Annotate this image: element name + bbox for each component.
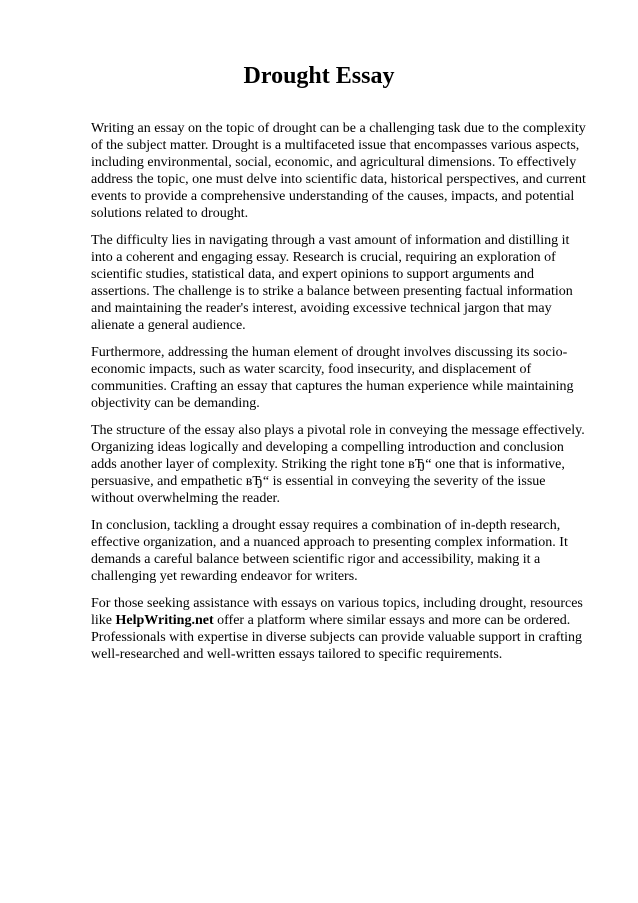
paragraph-6 bbox=[91, 595, 591, 663]
paragraph-5: In conclusion, tackling a drought essay requires a combination of in-depth research, effective organization, and a nuanced approach to presenting complex information. It demands a careful balance between scientific rigor and accessibility, making it a challenging yet rewarding endeavor for writers. bbox=[91, 518, 568, 584]
paragraph-1: Writing an essay on the topic of drought can be a challenging task due to the complexity of the subject matter. Drought is a multifaceted issue that encompasses various aspects, including environmental, social, economic, and agricultural dimensions. To effectively address the topic, one must delve into scientific data, historical perspectives, and current events to provide a comprehensive understanding of the causes, impacts, and potential solutions related to drought. bbox=[91, 121, 586, 221]
essay-body bbox=[91, 120, 591, 673]
site-name: HelpWriting.net bbox=[115, 613, 214, 628]
page-title: Drought Essay bbox=[243, 63, 395, 89]
paragraph-3: Furthermore, addressing the human element of drought involves discussing its socio-economic impacts, such as water scarcity, food insecurity, and displacement of communities. Crafting an essay that captures the human experience while maintaining objectivity can be demanding. bbox=[91, 345, 574, 411]
paragraph-2: The difficulty lies in navigating through a vast amount of information and distilling it into a coherent and engaging essay. Research is crucial, requiring an exploration of scientific studies, statistical data, and expert opinions to support arguments and assertions. The challenge is to strike a balance between presenting factual information and maintaining the reader's interest, avoiding excessive technical jargon that may alienate a general audience. bbox=[91, 233, 573, 333]
final-paragraph-intro: For those seeking assistance with essays on various topics, including drought, resources like bbox=[91, 596, 583, 628]
final-paragraph-rest: offer a platform where similar essays and more can be ordered. Professionals with expertise in diverse subjects can provide valuable support in crafting well-researched and well-written essays tailored to specific requirements. bbox=[91, 613, 583, 662]
paragraph-4: The structure of the essay also plays a pivotal role in conveying the message effectively. Organizing ideas logically and developing a compelling introduction and conclusion adds another layer of complexity. Striking the right tone вЂ“ one that is informative, persuasive, and empathetic вЂ“ is essential in conveying the severity of the issue without overwhelming the reader. bbox=[91, 423, 585, 506]
